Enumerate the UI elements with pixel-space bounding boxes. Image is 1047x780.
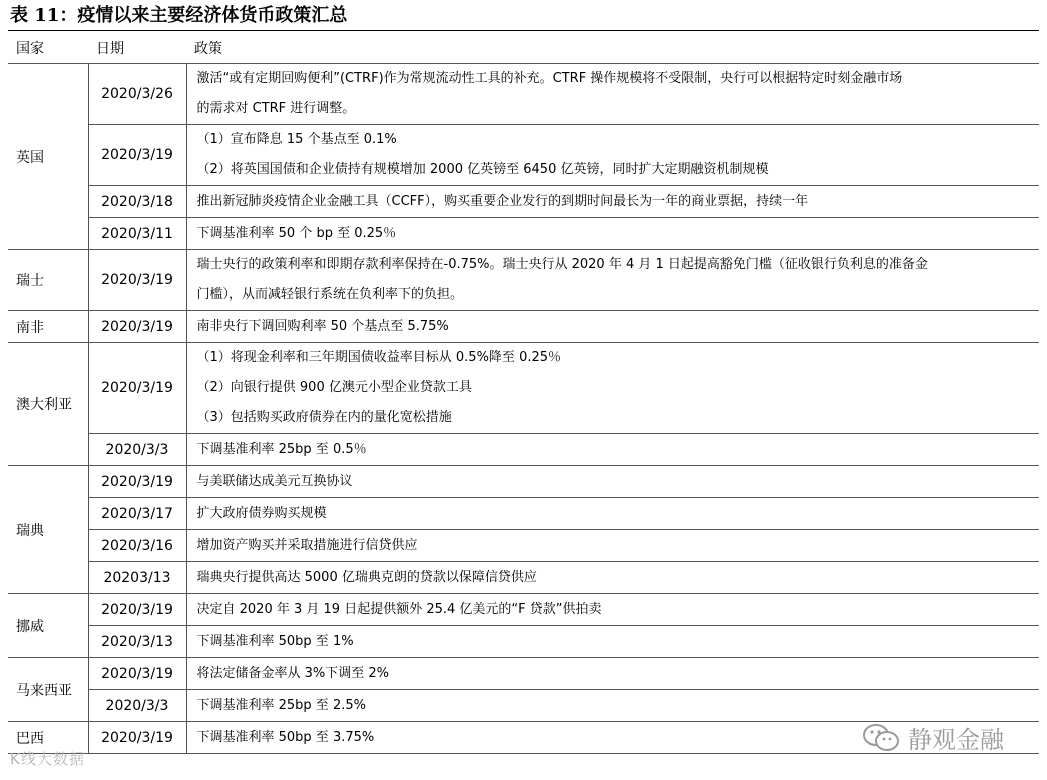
- date-cell: 2020/3/26: [88, 64, 186, 125]
- policy-cell: [186, 498, 1039, 530]
- policy-cell: [186, 250, 1039, 311]
- policy-cell: [186, 343, 1039, 434]
- policy-line: 瑞典央行提供高达 5000 亿瑞典克朗的贷款以保障信贷供应: [196, 570, 537, 585]
- policy-line: （2）将英国国债和企业债持有规模增加 2000 亿英镑至 6450 亿英镑，同时扩大定期融资机制规模: [196, 162, 769, 177]
- policy-line: 下调基准利率 50 个 bp 至 0.25％: [196, 226, 397, 241]
- policy-line: 扩大政府债券购买规模: [196, 506, 327, 521]
- policy-cell: [186, 64, 1039, 125]
- policy-line: 门槛），从而减轻银行系统在负利率下的负担。: [196, 287, 464, 302]
- policy-line: 激活“或有定期回购便利”(CTRF)作为常规流动性工具的补充。CTRF 操作规模将不受限制，央行可以根据特定时刻金融市场: [196, 71, 903, 86]
- policy-line: 下调基准利率 50bp 至 1%: [196, 634, 354, 649]
- country-cell: 挪威: [8, 594, 88, 658]
- date-cell: 20203/13: [88, 562, 186, 594]
- date-cell: 2020/3/19: [88, 594, 186, 626]
- table-row: [8, 218, 1039, 250]
- policy-line: （1）宣布降息 15 个基点至 0.1%: [196, 132, 397, 147]
- date-cell: 2020/3/19: [88, 658, 186, 690]
- country-cell: 瑞士: [8, 250, 88, 311]
- header-country: 国家: [8, 32, 88, 64]
- policy-cell: [186, 218, 1039, 250]
- date-cell: 2020/3/19: [88, 343, 186, 434]
- wechat-logo-icon: [862, 723, 900, 753]
- policy-line: 增加资产购买并采取措施进行信贷供应: [196, 538, 418, 553]
- policy-cell: [186, 658, 1039, 690]
- date-cell: 2020/3/11: [88, 218, 186, 250]
- policy-cell: [186, 594, 1039, 626]
- policy-line: （2）向银行提供 900 亿澳元小型企业贷款工具: [196, 380, 472, 395]
- header-policy: 政策: [186, 32, 1039, 64]
- policy-line: 将法定储备金率从 3%下调至 2%: [196, 666, 390, 681]
- date-cell: 2020/3/18: [88, 186, 186, 218]
- policy-cell: [186, 186, 1039, 218]
- date-cell: 2020/3/19: [88, 466, 186, 498]
- country-cell: 马来西亚: [8, 658, 88, 722]
- policy-line: 的需求对 CTRF 进行调整。: [196, 101, 356, 116]
- date-cell: 2020/3/19: [88, 250, 186, 311]
- table-body: [8, 64, 1039, 754]
- policy-line: 下调基准利率 25bp 至 0.5％: [196, 442, 367, 457]
- table-row: [8, 125, 1039, 186]
- date-cell: 2020/3/13: [88, 626, 186, 658]
- policy-cell: [186, 125, 1039, 186]
- date-cell: 2020/3/19: [88, 125, 186, 186]
- table-row: [8, 434, 1039, 466]
- table-row: [8, 186, 1039, 218]
- date-cell: 2020/3/3: [88, 434, 186, 466]
- policy-line: 南非央行下调回购利率 50 个基点至 5.75%: [196, 319, 449, 334]
- table-row: [8, 250, 1039, 311]
- policy-line: 与美联储达成美元互换协议: [196, 474, 353, 489]
- table-row: [8, 530, 1039, 562]
- header-date: 日期: [88, 32, 186, 64]
- policy-cell: [186, 434, 1039, 466]
- country-cell: 巴西: [8, 722, 88, 754]
- policy-table: [8, 32, 1039, 754]
- policy-cell: [186, 690, 1039, 722]
- date-cell: 2020/3/19: [88, 722, 186, 754]
- country-cell: 瑞典: [8, 466, 88, 594]
- policy-line: 决定自 2020 年 3 月 19 日起提供额外 25.4 亿美元的“F 贷款”供拍卖: [196, 602, 602, 617]
- policy-cell: [186, 562, 1039, 594]
- date-cell: 2020/3/16: [88, 530, 186, 562]
- watermark-right: [862, 720, 1004, 755]
- policy-cell: [186, 466, 1039, 498]
- header-row: [8, 32, 1039, 64]
- policy-line: 下调基准利率 50bp 至 3.75%: [196, 730, 375, 745]
- country-cell: 英国: [8, 64, 88, 250]
- policy-cell: [186, 311, 1039, 343]
- table-row: [8, 562, 1039, 594]
- table-row: [8, 64, 1039, 125]
- date-cell: 2020/3/3: [88, 690, 186, 722]
- watermark-left: K线大数据: [10, 750, 85, 768]
- table-row: [8, 498, 1039, 530]
- table-row: [8, 690, 1039, 722]
- table-row: [8, 658, 1039, 690]
- watermark-right-text: 静观金融: [908, 726, 1004, 754]
- policy-cell: [186, 530, 1039, 562]
- date-cell: 2020/3/17: [88, 498, 186, 530]
- country-cell: 南非: [8, 311, 88, 343]
- table-row: [8, 626, 1039, 658]
- policy-line: （3）包括购买政府债券在内的量化宽松措施: [196, 410, 452, 425]
- table-row: [8, 466, 1039, 498]
- title-divider: [8, 30, 1039, 31]
- policy-line: 下调基准利率 25bp 至 2.5%: [196, 698, 366, 713]
- table-title: 表 11：疫情以来主要经济体货币政策汇总: [10, 5, 348, 26]
- date-cell: 2020/3/19: [88, 311, 186, 343]
- country-cell: 澳大利亚: [8, 343, 88, 466]
- table-row: [8, 311, 1039, 343]
- table-row: [8, 343, 1039, 434]
- policy-line: （1）将现金利率和三年期国债收益率目标从 0.5%降至 0.25％: [196, 350, 562, 365]
- table-row: [8, 594, 1039, 626]
- policy-line: 瑞士央行的政策利率和即期存款利率保持在-0.75%。瑞士央行从 2020 年 4 月 1 日起提高豁免门槛（征收银行负利息的准备金: [196, 257, 928, 272]
- policy-line: 推出新冠肺炎疫情企业金融工具（CCFF），购买重要企业发行的到期时间最长为一年的商业票据，持续一年: [196, 194, 809, 209]
- policy-cell: [186, 626, 1039, 658]
